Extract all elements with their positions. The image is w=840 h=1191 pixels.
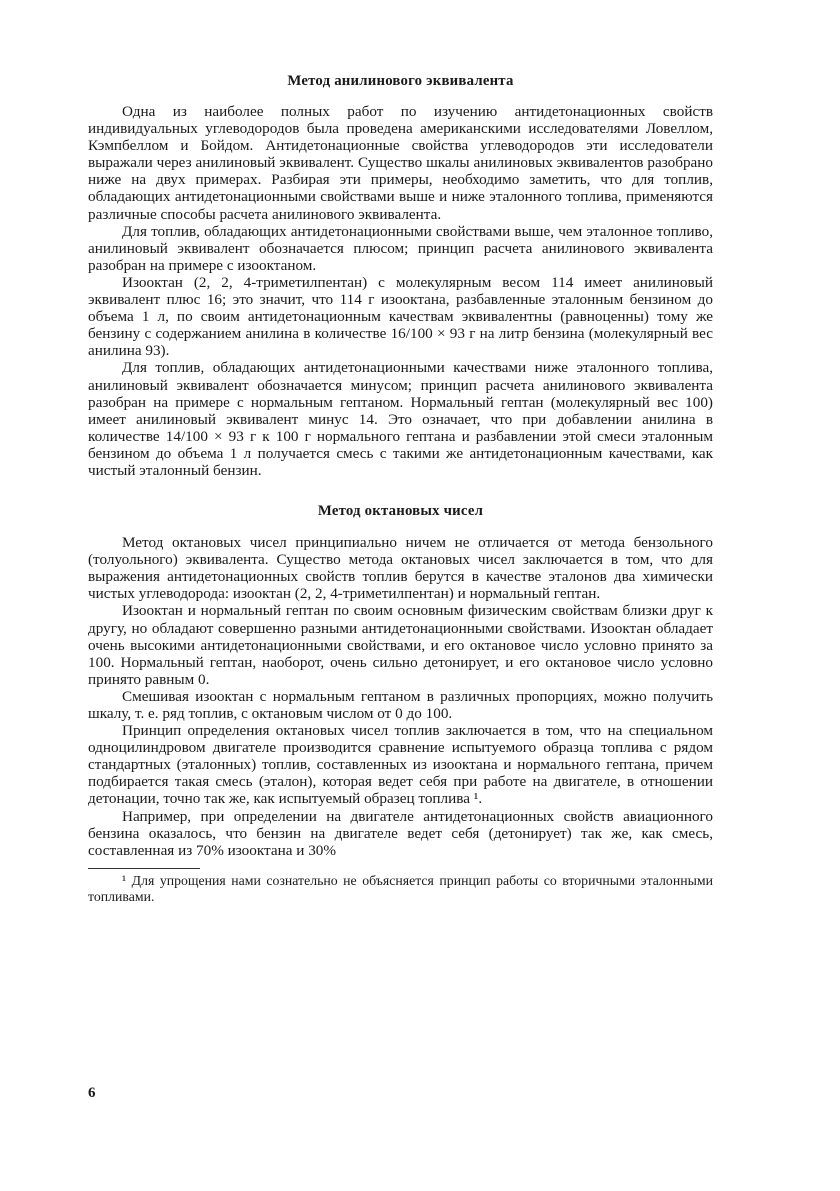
paragraph: Одна из наиболее полных работ по изучению антидетонационных свойств индивидуальных углеводородов была проведена американскими исследователями Ловеллом, Кэмпбеллом и Бойдом. Антидетонационные свойства углеводородов эти исследователи выражали через анилиновый эквивалент. Существо шкалы анилиновых эквивалентов разобрано ниже на двух примерах. Разбирая эти примеры, необходимо заметить, что для топлив, обладающих антидетонационными свойствами выше и ниже эталонного топлива, применяются различные способы расчета анилинового эквивалента. [88, 103, 713, 223]
footnote: ¹ Для упрощения нами сознательно не объясняется принцип работы со вторичными эталонными топливами. [88, 872, 713, 904]
page-number: 6 [88, 1085, 96, 1101]
paragraph: Принцип определения октановых чисел топлив заключается в том, что на специальном одноцилиндровом двигателе производится сравнение испытуемого образца топлива с рядом стандартных (эталонных) топлив, составленных из изооктана и нормального гептана, причем подбирается такая смесь (эталон), которая ведет себя при работе на двигателе, в отношении детонации, точно так же, как испытуемый образец топлива ¹. [88, 722, 713, 808]
paragraph: Для топлив, обладающих антидетонационными свойствами выше, чем эталонное топливо, анилиновый эквивалент обозначается плюсом; принцип расчета анилинового эквивалента разобран на примере с изооктаном. [88, 222, 713, 274]
paragraph: Например, при определении на двигателе антидетонационных свойств авиационного бензина оказалось, что бензин на двигателе ведет себя (детонирует) так же, как смесь, составленная из 70% изооктана и 30% [88, 807, 713, 859]
paragraph: Метод октановых чисел принципиально ничем не отличается от метода бензольного (толуольного) эквивалента. Существо метода октановых чисел заключается в том, что для выражения антидетонационных свойств топлив берутся в качестве эталонов два химически чистых углеводорода: изооктан (2, 2, 4-триметилпентан) и нормальный гептан. [88, 534, 713, 603]
paragraph: Смешивая изооктан с нормальным гептаном в различных пропорциях, можно получить шкалу, т. е. ряд топлив, с октановым числом от 0 до 100. [88, 687, 713, 722]
section-heading-octane: Метод октановых чисел [317, 503, 484, 520]
section-heading-aniline: Метод анилинового эквивалента [287, 73, 514, 89]
paragraph: Изооктан и нормальный гептан по своим основным физическим свойствам близки друг к другу, но обладают совершенно разными антидетонационными свойствами. Изооктан обладает очень высокими антидетонационными свойствами, и его октановое число условно принято за 100. Нормальный гептан, наоборот, очень сильно детонирует, и его октановое число условно принято равным 0. [88, 602, 713, 688]
document-page [88, 62, 713, 905]
footnote-divider [88, 868, 200, 869]
paragraph: Изооктан (2, 2, 4-триметилпентан) с молекулярным весом 114 имеет анилиновый эквивалент плюс 16; это значит, что 114 г изооктана, разбавленные эталонным бензином до объема 1 л, по своим антидетонационным качествам эквивалентны (равноценны) тому же бензину с содержанием анилина в количестве 16/100 × 93 г на литр бензина (молекулярный вес анилина 93). [88, 273, 713, 360]
paragraph: Для топлив, обладающих антидетонационными качествами ниже эталонного топлива, анилиновый эквивалент обозначается минусом; принцип расчета анилинового эквивалента разобран на примере с нормальным гептаном. Нормальный гептан (молекулярный вес 100) имеет анилиновый эквивалент минус 14. Это означает, что при добавлении анилина в количестве 14/100 × 93 г к 100 г нормального гептана и разбавлении этой смеси эталонным бензином до объема 1 л получается смесь с такими же антидетонационным качествами, как чистый эталонный бензин. [88, 359, 713, 479]
